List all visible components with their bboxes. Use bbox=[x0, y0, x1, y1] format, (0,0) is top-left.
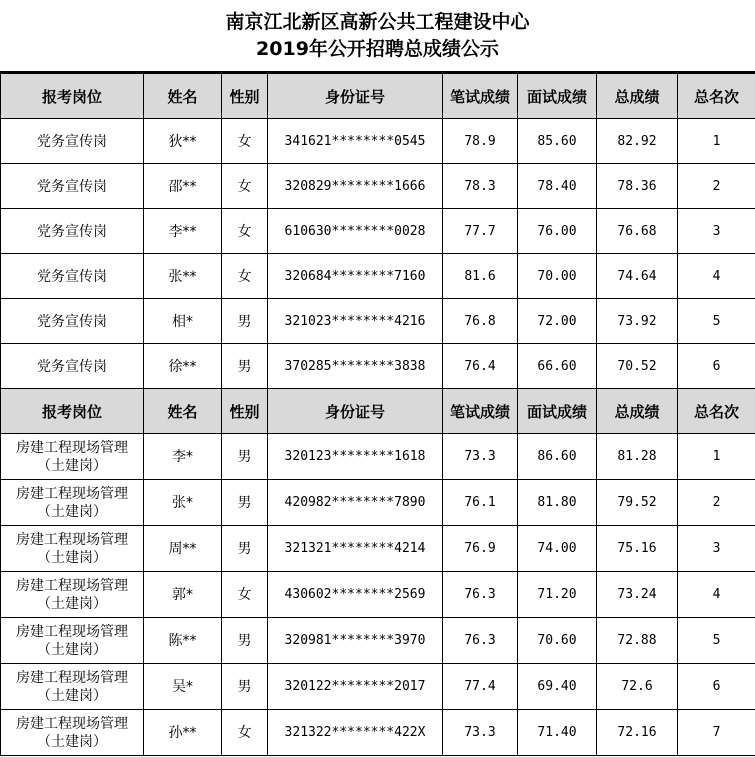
cell-name: 李* bbox=[144, 434, 222, 480]
cell-id-number: 430602********2569 bbox=[268, 572, 443, 618]
cell-written-score: 76.9 bbox=[443, 526, 518, 572]
post-subtitle: （土建岗） bbox=[37, 733, 107, 750]
cell-total-score: 78.36 bbox=[597, 164, 678, 209]
cell-rank: 4 bbox=[678, 254, 755, 299]
cell-written-score: 76.3 bbox=[443, 572, 518, 618]
header-name: 姓名 bbox=[144, 389, 222, 434]
header-row bbox=[1, 74, 755, 119]
table-row bbox=[1, 664, 755, 710]
cell-written-score: 77.4 bbox=[443, 664, 518, 710]
cell-post: 党务宣传岗 bbox=[1, 344, 144, 389]
cell-total-score: 72.16 bbox=[597, 710, 678, 756]
cell-interview-score: 69.40 bbox=[518, 664, 597, 710]
cell-post bbox=[1, 434, 144, 480]
post-name: 房建工程现场管理 bbox=[16, 485, 128, 502]
cell-rank: 1 bbox=[678, 119, 755, 164]
post-name: 房建工程现场管理 bbox=[16, 577, 128, 594]
cell-gender: 女 bbox=[222, 710, 268, 756]
results-table bbox=[0, 73, 755, 756]
cell-rank: 2 bbox=[678, 164, 755, 209]
cell-gender: 男 bbox=[222, 434, 268, 480]
cell-written-score: 76.4 bbox=[443, 344, 518, 389]
cell-total-score: 72.88 bbox=[597, 618, 678, 664]
header-row bbox=[1, 389, 755, 434]
cell-interview-score: 71.40 bbox=[518, 710, 597, 756]
cell-id-number: 370285********3838 bbox=[268, 344, 443, 389]
cell-interview-score: 78.40 bbox=[518, 164, 597, 209]
cell-post: 党务宣传岗 bbox=[1, 164, 144, 209]
cell-name: 邵** bbox=[144, 164, 222, 209]
post-subtitle: （土建岗） bbox=[37, 687, 107, 704]
cell-interview-score: 86.60 bbox=[518, 434, 597, 480]
cell-gender: 男 bbox=[222, 664, 268, 710]
cell-interview-score: 85.60 bbox=[518, 119, 597, 164]
table-row bbox=[1, 119, 755, 164]
cell-rank: 1 bbox=[678, 434, 755, 480]
header-id-number: 身份证号 bbox=[268, 389, 443, 434]
header-post: 报考岗位 bbox=[1, 74, 144, 119]
cell-id-number: 320684********7160 bbox=[268, 254, 443, 299]
cell-written-score: 76.1 bbox=[443, 480, 518, 526]
post-subtitle: （土建岗） bbox=[37, 641, 107, 658]
post-subtitle: （土建岗） bbox=[37, 595, 107, 612]
table-row bbox=[1, 480, 755, 526]
cell-total-score: 72.6 bbox=[597, 664, 678, 710]
cell-gender: 女 bbox=[222, 209, 268, 254]
cell-post: 党务宣传岗 bbox=[1, 119, 144, 164]
cell-total-score: 75.16 bbox=[597, 526, 678, 572]
header-rank: 总名次 bbox=[678, 74, 755, 119]
page-title bbox=[0, 0, 755, 73]
table-row bbox=[1, 299, 755, 344]
cell-gender: 女 bbox=[222, 572, 268, 618]
cell-id-number: 320829********1666 bbox=[268, 164, 443, 209]
cell-rank: 7 bbox=[678, 710, 755, 756]
title-line-2: 2019年公开招聘总成绩公示 bbox=[256, 37, 499, 60]
cell-name: 周** bbox=[144, 526, 222, 572]
cell-post: 党务宣传岗 bbox=[1, 254, 144, 299]
cell-id-number: 321322********422X bbox=[268, 710, 443, 756]
cell-gender: 男 bbox=[222, 344, 268, 389]
cell-total-score: 82.92 bbox=[597, 119, 678, 164]
table-row bbox=[1, 254, 755, 299]
cell-rank: 5 bbox=[678, 299, 755, 344]
cell-written-score: 78.9 bbox=[443, 119, 518, 164]
cell-total-score: 79.52 bbox=[597, 480, 678, 526]
cell-name: 孙** bbox=[144, 710, 222, 756]
cell-total-score: 70.52 bbox=[597, 344, 678, 389]
cell-rank: 4 bbox=[678, 572, 755, 618]
header-gender: 性别 bbox=[222, 74, 268, 119]
header-post: 报考岗位 bbox=[1, 389, 144, 434]
cell-written-score: 76.3 bbox=[443, 618, 518, 664]
cell-gender: 男 bbox=[222, 526, 268, 572]
cell-name: 张** bbox=[144, 254, 222, 299]
cell-name: 吴* bbox=[144, 664, 222, 710]
cell-post bbox=[1, 572, 144, 618]
cell-post bbox=[1, 618, 144, 664]
post-subtitle: （土建岗） bbox=[37, 457, 107, 474]
header-total-score: 总成绩 bbox=[597, 389, 678, 434]
post-name: 房建工程现场管理 bbox=[16, 531, 128, 548]
table-row bbox=[1, 618, 755, 664]
header-written-score: 笔试成绩 bbox=[443, 389, 518, 434]
header-total-score: 总成绩 bbox=[597, 74, 678, 119]
cell-id-number: 321321********4214 bbox=[268, 526, 443, 572]
cell-gender: 男 bbox=[222, 480, 268, 526]
post-name: 房建工程现场管理 bbox=[16, 715, 128, 732]
cell-name: 相* bbox=[144, 299, 222, 344]
cell-id-number: 320981********3970 bbox=[268, 618, 443, 664]
title-line-1: 南京江北新区高新公共工程建设中心 bbox=[225, 10, 530, 33]
header-interview-score: 面试成绩 bbox=[518, 74, 597, 119]
cell-post: 党务宣传岗 bbox=[1, 209, 144, 254]
header-interview-score: 面试成绩 bbox=[518, 389, 597, 434]
cell-gender: 女 bbox=[222, 164, 268, 209]
cell-name: 狄** bbox=[144, 119, 222, 164]
cell-interview-score: 74.00 bbox=[518, 526, 597, 572]
cell-written-score: 78.3 bbox=[443, 164, 518, 209]
cell-total-score: 81.28 bbox=[597, 434, 678, 480]
cell-interview-score: 66.60 bbox=[518, 344, 597, 389]
cell-written-score: 81.6 bbox=[443, 254, 518, 299]
header-gender: 性别 bbox=[222, 389, 268, 434]
cell-interview-score: 81.80 bbox=[518, 480, 597, 526]
cell-interview-score: 72.00 bbox=[518, 299, 597, 344]
cell-total-score: 76.68 bbox=[597, 209, 678, 254]
cell-id-number: 341621********0545 bbox=[268, 119, 443, 164]
cell-id-number: 320123********1618 bbox=[268, 434, 443, 480]
table-row bbox=[1, 572, 755, 618]
cell-id-number: 320122********2017 bbox=[268, 664, 443, 710]
table-row bbox=[1, 344, 755, 389]
cell-interview-score: 76.00 bbox=[518, 209, 597, 254]
cell-post: 党务宣传岗 bbox=[1, 299, 144, 344]
cell-gender: 女 bbox=[222, 119, 268, 164]
cell-id-number: 610630********0028 bbox=[268, 209, 443, 254]
post-name: 房建工程现场管理 bbox=[16, 439, 128, 456]
cell-written-score: 73.3 bbox=[443, 434, 518, 480]
post-subtitle: （土建岗） bbox=[37, 549, 107, 566]
cell-id-number: 321023********4216 bbox=[268, 299, 443, 344]
cell-rank: 3 bbox=[678, 209, 755, 254]
cell-written-score: 77.7 bbox=[443, 209, 518, 254]
cell-total-score: 73.92 bbox=[597, 299, 678, 344]
cell-id-number: 420982********7890 bbox=[268, 480, 443, 526]
cell-post bbox=[1, 664, 144, 710]
table-row bbox=[1, 209, 755, 254]
cell-written-score: 73.3 bbox=[443, 710, 518, 756]
cell-gender: 女 bbox=[222, 254, 268, 299]
table-row bbox=[1, 526, 755, 572]
cell-interview-score: 70.60 bbox=[518, 618, 597, 664]
cell-name: 李** bbox=[144, 209, 222, 254]
cell-interview-score: 71.20 bbox=[518, 572, 597, 618]
cell-post bbox=[1, 480, 144, 526]
cell-name: 张* bbox=[144, 480, 222, 526]
cell-rank: 3 bbox=[678, 526, 755, 572]
header-written-score: 笔试成绩 bbox=[443, 74, 518, 119]
table-row bbox=[1, 710, 755, 756]
header-rank: 总名次 bbox=[678, 389, 755, 434]
cell-rank: 6 bbox=[678, 664, 755, 710]
header-name: 姓名 bbox=[144, 74, 222, 119]
cell-gender: 男 bbox=[222, 299, 268, 344]
header-id-number: 身份证号 bbox=[268, 74, 443, 119]
cell-name: 郭* bbox=[144, 572, 222, 618]
cell-interview-score: 70.00 bbox=[518, 254, 597, 299]
post-subtitle: （土建岗） bbox=[37, 503, 107, 520]
post-name: 房建工程现场管理 bbox=[16, 669, 128, 686]
cell-post bbox=[1, 526, 144, 572]
cell-name: 徐** bbox=[144, 344, 222, 389]
cell-total-score: 73.24 bbox=[597, 572, 678, 618]
cell-post bbox=[1, 710, 144, 756]
cell-written-score: 76.8 bbox=[443, 299, 518, 344]
cell-total-score: 74.64 bbox=[597, 254, 678, 299]
table-row bbox=[1, 434, 755, 480]
cell-name: 陈** bbox=[144, 618, 222, 664]
cell-rank: 5 bbox=[678, 618, 755, 664]
table-row bbox=[1, 164, 755, 209]
cell-gender: 男 bbox=[222, 618, 268, 664]
cell-rank: 6 bbox=[678, 344, 755, 389]
cell-rank: 2 bbox=[678, 480, 755, 526]
post-name: 房建工程现场管理 bbox=[16, 623, 128, 640]
